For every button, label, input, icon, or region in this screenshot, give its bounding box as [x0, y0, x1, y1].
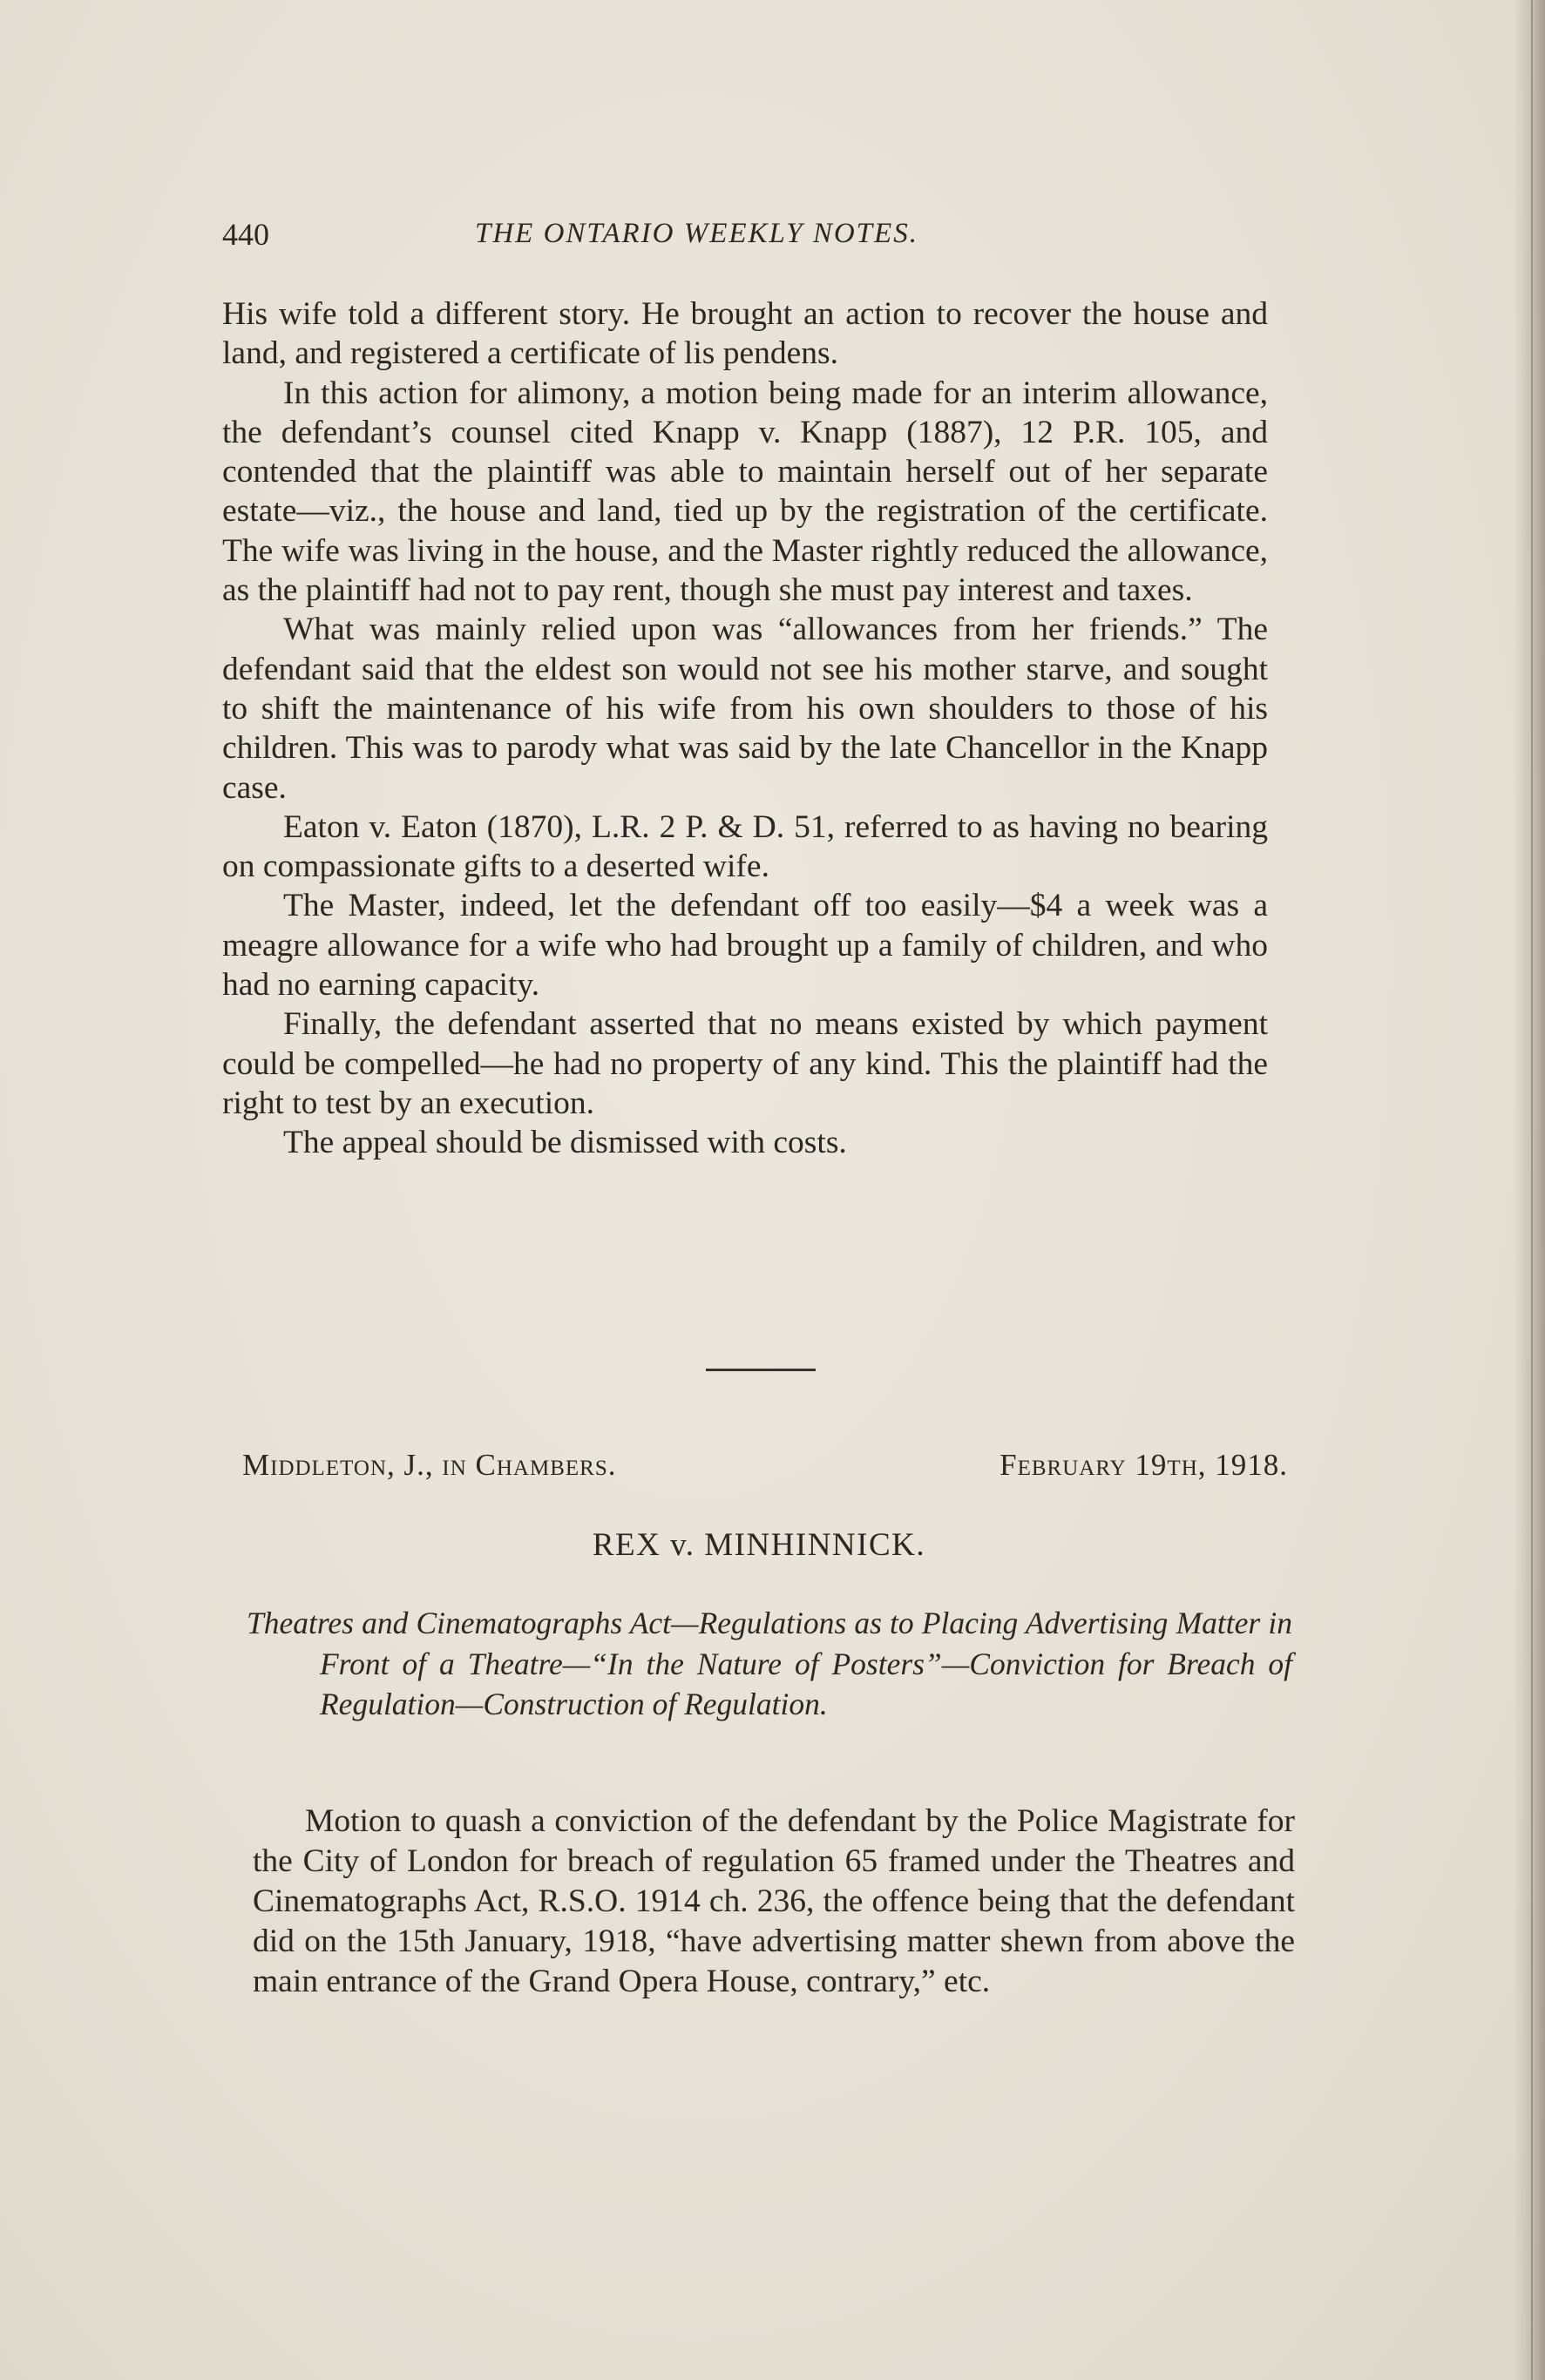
paragraph: In this action for alimony, a motion being made for an interim allowance, the defendant’s counsel cited Knapp v. Knapp (1887), 12 P.R. 105, and contended that the plaintiff was able to maintain herself out of her separate estate—viz., the house and land, tied up by the registration of the certificate. The wife was living in the house, and the Master rightly reduced the allowance, as the plaintiff had not to pay rent, though she must pay interest and taxes. — [222, 375, 1268, 609]
page-number: 440 — [222, 217, 269, 252]
judge-chambers: Middleton, J., in Chambers. — [242, 1448, 617, 1482]
paragraph: The appeal should be dismissed with costs. — [283, 1125, 847, 1161]
running-title: THE ONTARIO WEEKLY NOTES. — [475, 218, 918, 249]
page-header — [222, 216, 1287, 260]
case-headnote: Theatres and Cinematographs Act—Regulations as to Placing Advertising Matter in Front of a Theatre—“In the Nature of Posters”—Conviction for Breach of Regulation—Construction of Regulation. — [247, 1606, 1292, 1721]
paragraph: Eaton v. Eaton (1870), L.R. 2 P. & D. 51, referred to as having no bearing on compassionate gifts to a deserted wife. — [222, 808, 1268, 885]
case-court-line — [242, 1448, 1288, 1491]
paragraph: Finally, the defendant asserted that no means existed by which payment could be compelled—he had no property of any kind. This the plaintiff had the right to test by an execution. — [222, 1006, 1268, 1121]
body-text — [222, 294, 1268, 1163]
case-title: REX v. MINHINNICK. — [592, 1527, 926, 1563]
case-date: February 19th, 1918. — [1000, 1448, 1288, 1482]
paragraph: The Master, indeed, let the defendant off too easily—$4 a week was a meagre allowance for a wife who had brought up a family of children, and who had no earning capacity. — [222, 888, 1268, 1004]
spine-shadow — [1514, 0, 1545, 2380]
spine-edge — [1531, 0, 1533, 2380]
paragraph: Motion to quash a conviction of the defendant by the Police Magistrate for the City of London for breach of regulation 65 framed under the Theatres and Cinematographs Act, R.S.O. 1914 ch. 236, the offence being that the defendant did on the 15th January, 1918, “have advertising matter shewn from above the main entrance of the Grand Opera House, contrary,” etc. — [253, 1803, 1295, 1999]
section-divider — [706, 1369, 816, 1371]
motion-text — [253, 1802, 1295, 2002]
paragraph: His wife told a different story. He brought an action to recover the house and land, and registered a certificate of lis pendens. — [222, 296, 1268, 372]
paragraph: What was mainly relied upon was “allowances from her friends.” The defendant said that the eldest son would not see his mother starve, and sought to shift the maintenance of his wife from his own shoulders to those of his children. This was to parody what was said by the late Chancellor in the Knapp case. — [222, 612, 1268, 806]
